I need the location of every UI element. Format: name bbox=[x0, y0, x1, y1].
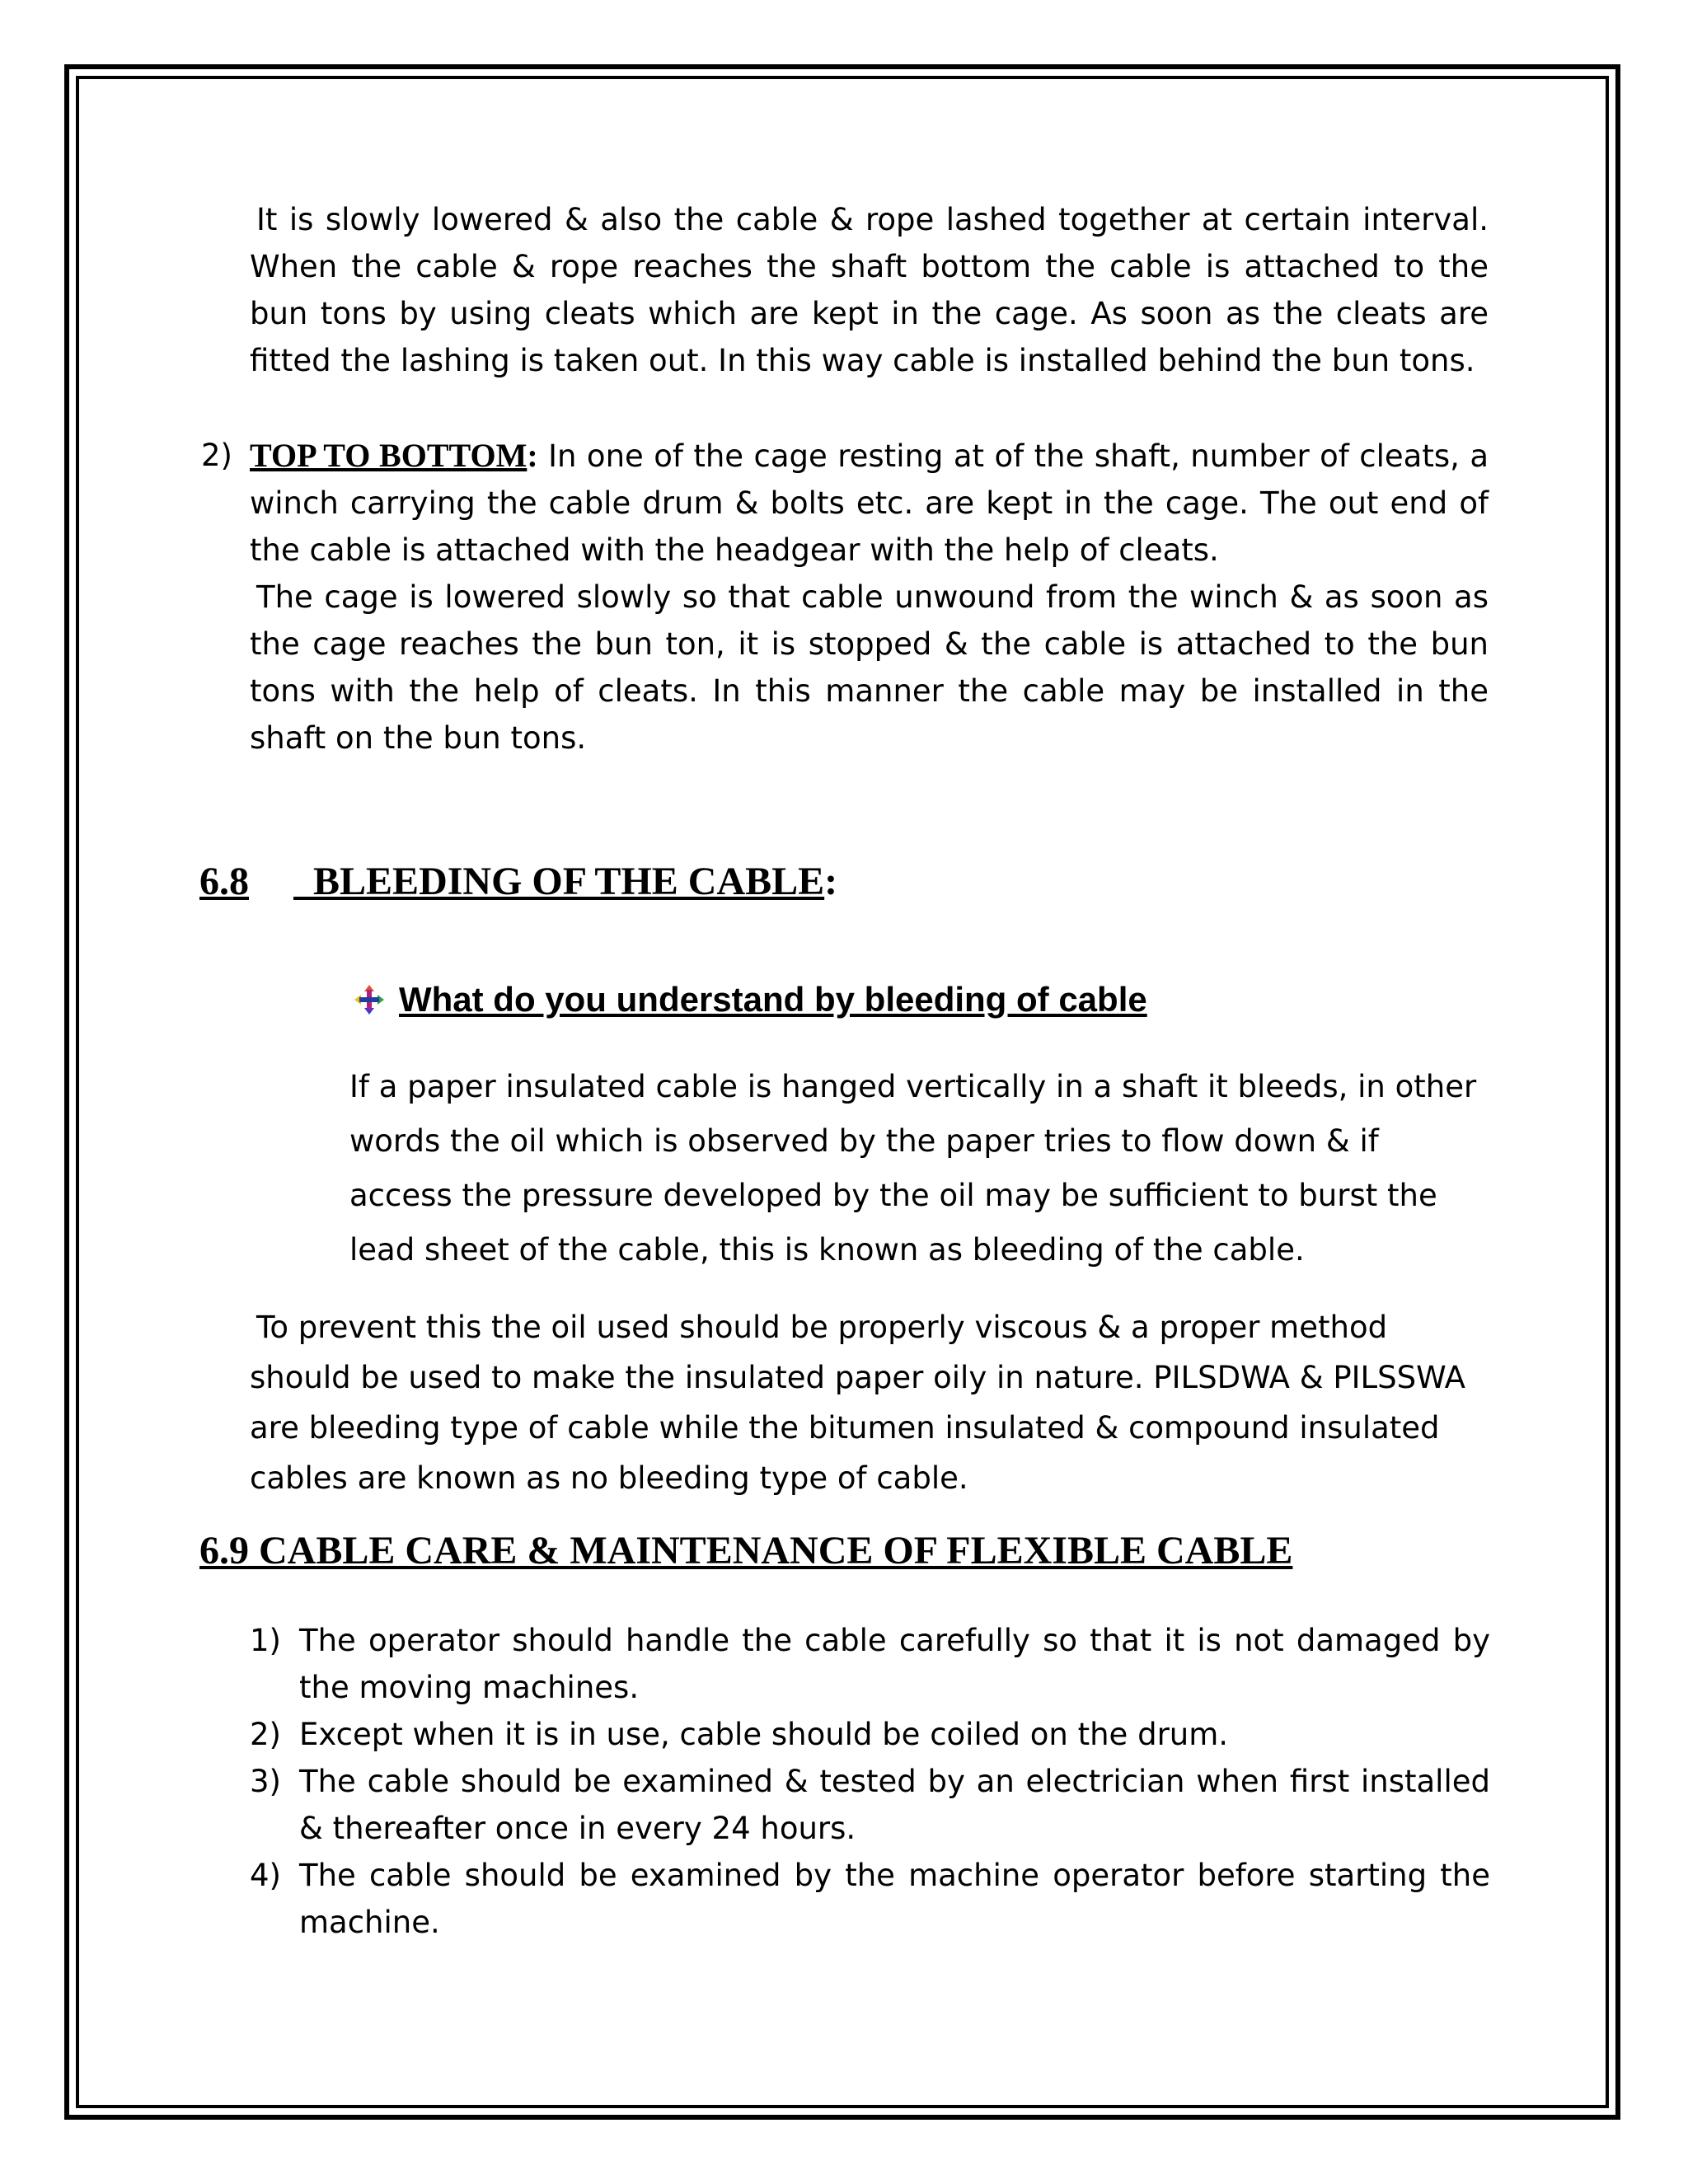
bleeding-question-text: What do you understand by bleeding of cable bbox=[399, 980, 1147, 1019]
section-68-heading bbox=[199, 857, 837, 907]
item-2-body: In one of the cage resting at of the shaft, number of cleats, a winch carrying the cable drum & bolts etc. are kept in the cage. The out end of the cable is attached with the headgear with the help of cleats. bbox=[250, 438, 1489, 568]
list-item bbox=[250, 1617, 1490, 1711]
care-list bbox=[250, 1617, 1490, 1946]
section-68-title: BLEEDING OF THE CABLE bbox=[313, 860, 825, 903]
bleeding-answer bbox=[349, 1060, 1487, 1277]
bleeding-prevention-text: To prevent this the oil used should be properly viscous & a proper method should be used to make the insulated paper oily in nature. PILSDWA & PILSSWA are bleeding type of cable while the bitumen insulated & compound insulated cables are known as no bleeding type of cable. bbox=[250, 1310, 1465, 1496]
list-item-text: The cable should be examined & tested by an electrician when first installed & thereafter once in every 24 hours. bbox=[299, 1764, 1490, 1846]
list-item-number: 1) bbox=[250, 1623, 281, 1658]
section-68-colon: : bbox=[824, 860, 838, 903]
item-2-paragraph bbox=[250, 432, 1489, 762]
item-2-continuation: The cage is lowered slowly so that cable unwound from the winch & as soon as the cage reaches the bun ton, it is stopped & the cable is attached to the bun tons with the help of cleats. In this manner the cable may be installed in the shaft on the bun tons. bbox=[250, 579, 1489, 756]
list-item-number: 4) bbox=[250, 1858, 281, 1893]
list-item-text: The cable should be examined by the machine operator before starting the machine. bbox=[299, 1858, 1490, 1940]
list-item-text: Except when it is in use, cable should be coiled on the drum. bbox=[299, 1717, 1229, 1752]
item-2-colon: : bbox=[527, 437, 538, 474]
four-arrows-bullet-icon bbox=[353, 983, 386, 1016]
item-2-text bbox=[250, 432, 1489, 574]
bleeding-answer-text: If a paper insulated cable is hanged vertically in a shaft it bleeds, in other words the oil which is observed by the paper tries to flow down & if access the pressure developed by the oil may be sufficient to burst the lead sheet of the cable, this is known as bleeding of the cable. bbox=[349, 1069, 1477, 1268]
list-item bbox=[250, 1852, 1490, 1946]
item-2-title: TOP TO BOTTOM bbox=[250, 437, 528, 474]
intro-paragraph bbox=[250, 196, 1489, 384]
intro-text: It is slowly lowered & also the cable & rope lashed together at certain interval. When the cable & rope reaches the shaft bottom the cable is attached to the bun tons by using cleats which are kept in the cage. As soon as the cleats are fitted the lashing is taken out. In this way cable is installed behind the bun tons. bbox=[250, 202, 1489, 378]
list-item bbox=[250, 1711, 1490, 1758]
item-2-number: 2) bbox=[201, 438, 232, 473]
list-item-number: 2) bbox=[250, 1717, 281, 1752]
list-item-text: The operator should handle the cable carefully so that it is not damaged by the moving machines. bbox=[299, 1623, 1490, 1705]
bleeding-question-heading bbox=[353, 977, 1147, 1023]
bleeding-prevention bbox=[250, 1302, 1486, 1503]
section-68-number: 6.8 bbox=[199, 860, 249, 903]
list-item-number: 3) bbox=[250, 1764, 281, 1799]
list-item bbox=[250, 1758, 1490, 1852]
section-68-title-wrap bbox=[293, 860, 824, 903]
section-69-heading: 6.9 CABLE CARE & MAINTENANCE OF FLEXIBLE CABLE bbox=[199, 1529, 1293, 1572]
